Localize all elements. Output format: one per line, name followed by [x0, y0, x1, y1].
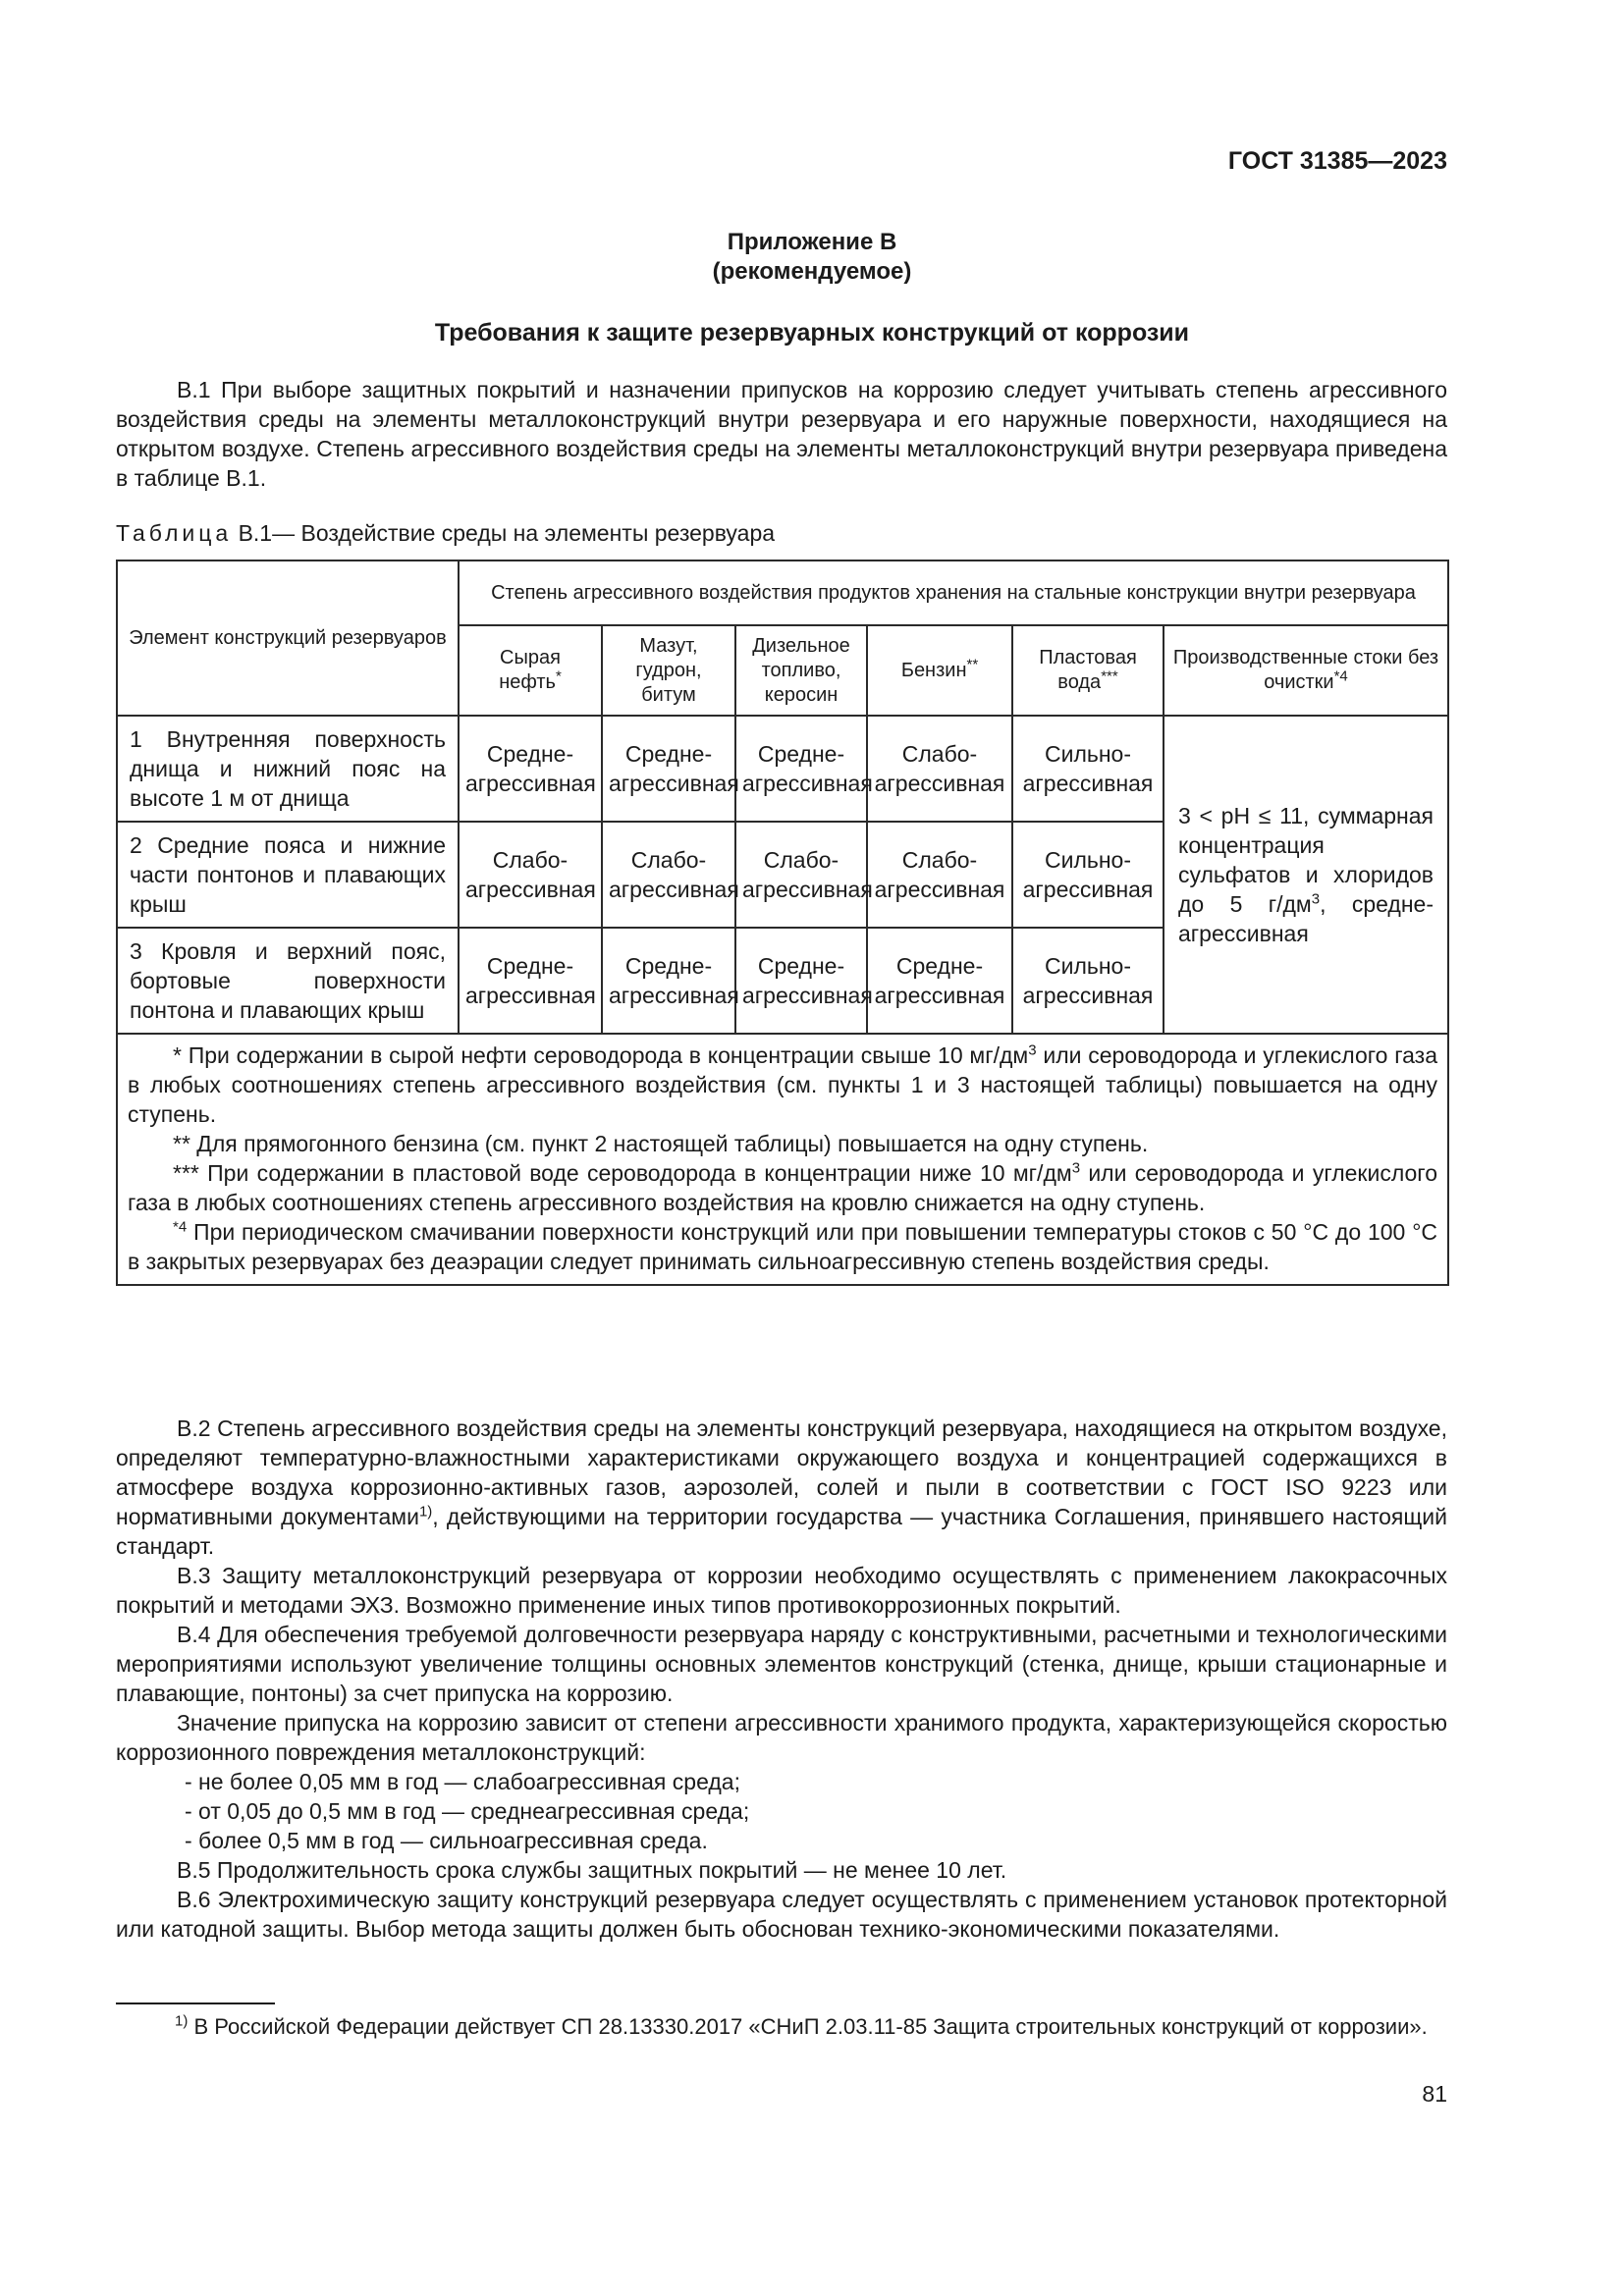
table-notes — [117, 1034, 1448, 1285]
standard-number: ГОСТ 31385—2023 — [1227, 147, 1447, 175]
row-element: 1 Внутренняя поверхность днища и нижний пояс на высоте 1 м от днища — [117, 716, 459, 822]
header-gasoline: Бензин** — [867, 625, 1012, 716]
header-diesel: Дизельное топливо, керосин — [735, 625, 867, 716]
table-caption-label: Таблица — [116, 520, 233, 546]
footnote-divider — [116, 2002, 275, 2004]
page-number: 81 — [1422, 2081, 1447, 2107]
row-value: Средне-агрессивная — [735, 716, 867, 822]
list-item: - не более 0,05 мм в год — слабоагрессивная среда; — [185, 1769, 740, 1794]
table-note: $^{*4}$ При периодическом смачивании поверхности конструкций или при повышении температуры стоков с 50 °С до 100 °С в закрытых резервуарах без деаэрации следует принимать сильноагрессивную степень воздействия среды. — [128, 1218, 1437, 1274]
list-item: - более 0,5 мм в год — сильноагрессивная среда. — [185, 1828, 708, 1853]
paragraph-b4: В.4 Для обеспечения требуемой долговечности резервуара наряду с конструктивными, расчетными и технологическими мероприятиями используют увеличение толщины основных элементов конструкций (стенка, днище, крыши стационарные и плавающие, понтоны) за счет припуска на коррозию. — [116, 1622, 1447, 1706]
corrosion-table — [116, 560, 1449, 1286]
row-value: Средне-агрессивная — [867, 928, 1012, 1034]
body-text — [116, 1414, 1447, 1944]
paragraph-b5: В.5 Продолжительность срока службы защитных покрытий — не менее 10 лет. — [177, 1857, 1007, 1883]
table-header-row — [117, 561, 1448, 625]
appendix-heading — [0, 228, 1624, 287]
paragraph-b3: В.3 Защиту металлоконструкций резервуара от коррозии необходимо осуществлять с применением лакокрасочных покрытий и методами ЭХЗ. Возможно применение иных типов противокоррозионных покрытий. — [116, 1563, 1447, 1618]
table-caption-text: В.1— Воздействие среды на элементы резервуара — [232, 520, 776, 546]
header-fuel-oil: Мазут, гудрон, битум — [602, 625, 735, 716]
footnote: $^{1)}$ В Российской Федерации действует СП 28.13330.2017 «СНиП 2.03.11-85 Защита строительных конструкций от коррозии». — [175, 2012, 1428, 2039]
row-element: 3 Кровля и верхний пояс, бортовые поверхности понтона и плавающих крыш — [117, 928, 459, 1034]
appendix-status: (рекомендуемое) — [712, 258, 912, 285]
list-item: - от 0,05 до 0,5 мм в год — среднеагрессивная среда; — [185, 1798, 750, 1824]
header-group: Степень агрессивного воздействия продуктов хранения на стальные конструкции внутри резервуара — [459, 561, 1448, 625]
row-value: Средне-агрессивная — [602, 928, 735, 1034]
paragraph-b1: В.1 При выборе защитных покрытий и назначении припусков на коррозию следует учитывать степень агрессивного воздействия среды на элементы металлоконструкций внутри резервуара и его наружные поверхности, находящиеся на открытом воздухе. Степень агрессивного воздействия среды на элементы металлоконструкций внутри резервуара приведена в таблице В.1. — [116, 377, 1447, 491]
wastewater-cell: 3 < pH ≤ 11, суммарная концентрация сульфатов и хлоридов до 5 $г/дм^3$, среднеагрессивная — [1164, 716, 1448, 1034]
table-note: ** Для прямогонного бензина (см. пункт 2 настоящей таблицы) повышается на одну ступень. — [173, 1131, 1149, 1156]
section-title: Требования к защите резервуарных конструкций от коррозии — [434, 319, 1190, 347]
row-value: Средне-агрессивная — [735, 928, 867, 1034]
row-element: 2 Средние пояса и нижние части понтонов и плавающих крыш — [117, 822, 459, 928]
row-value: Средне-агрессивная — [459, 928, 602, 1034]
row-value: Сильно-агрессивная — [1012, 928, 1164, 1034]
row-value: Средне-агрессивная — [602, 716, 735, 822]
paragraph-b2: В.2 Степень агрессивного воздействия среды на элементы конструкций резервуара, находящиеся на открытом воздухе, определяют температурно-влажностными характеристиками окружающего воздуха и концентрацией содержащихся в атмосфере воздуха коррозионно-активных газов, аэрозолей, солей и пыли в соответствии с ГОСТ ISO 9223 или нормативными документами$^{1)}$, действующими на территории государства — участника Соглашения, принявшего настоящий стандарт. — [116, 1415, 1447, 1559]
table-notes-row — [117, 1034, 1448, 1285]
table-row — [117, 716, 1448, 822]
row-value: Сильно-агрессивная — [1012, 716, 1164, 822]
paragraph-b6: В.6 Электрохимическую защиту конструкций резервуара следует осуществлять с применением установок протекторной или катодной защиты. Выбор метода защиты должен быть обоснован технико-экономическими показателями. — [116, 1887, 1447, 1942]
row-value: Слабо-агрессивная — [602, 822, 735, 928]
row-value: Средне-агрессивная — [459, 716, 602, 822]
row-value: Сильно-агрессивная — [1012, 822, 1164, 928]
row-value: Слабо-агрессивная — [735, 822, 867, 928]
row-value: Слабо-агрессивная — [867, 716, 1012, 822]
header-element: Элемент конструкций резервуаров — [117, 561, 459, 716]
table-caption — [116, 520, 775, 547]
row-value: Слабо-агрессивная — [459, 822, 602, 928]
header-formation-water: Пластовая вода*** — [1012, 625, 1164, 716]
header-crude-oil: Сырая нефть* — [459, 625, 602, 716]
header-wastewater: Производственные стоки без очистки$^{*4}$ — [1164, 625, 1448, 716]
row-value: Слабо-агрессивная — [867, 822, 1012, 928]
appendix-title: Приложение В — [727, 229, 897, 255]
paragraph-allowance: Значение припуска на коррозию зависит от степени агрессивности хранимого продукта, характеризующейся скоростью коррозионного повреждения металлоконструкций: — [116, 1710, 1447, 1765]
table-note: * При содержании в сырой нефти сероводорода в концентрации свыше 10 $мг/дм^3$ или сероводорода и углекислого газа в любых соотношениях степень агрессивного воздействия (см. пункты 1 и 3 настоящей таблицы) повышается на одну ступень. — [128, 1041, 1437, 1127]
table-note: *** При содержании в пластовой воде сероводорода в концентрации ниже 10 $мг/дм^3$ или сероводорода и углекислого газа в любых соотношениях степень агрессивного воздействия на кровлю снижается на одну ступень. — [128, 1159, 1437, 1215]
